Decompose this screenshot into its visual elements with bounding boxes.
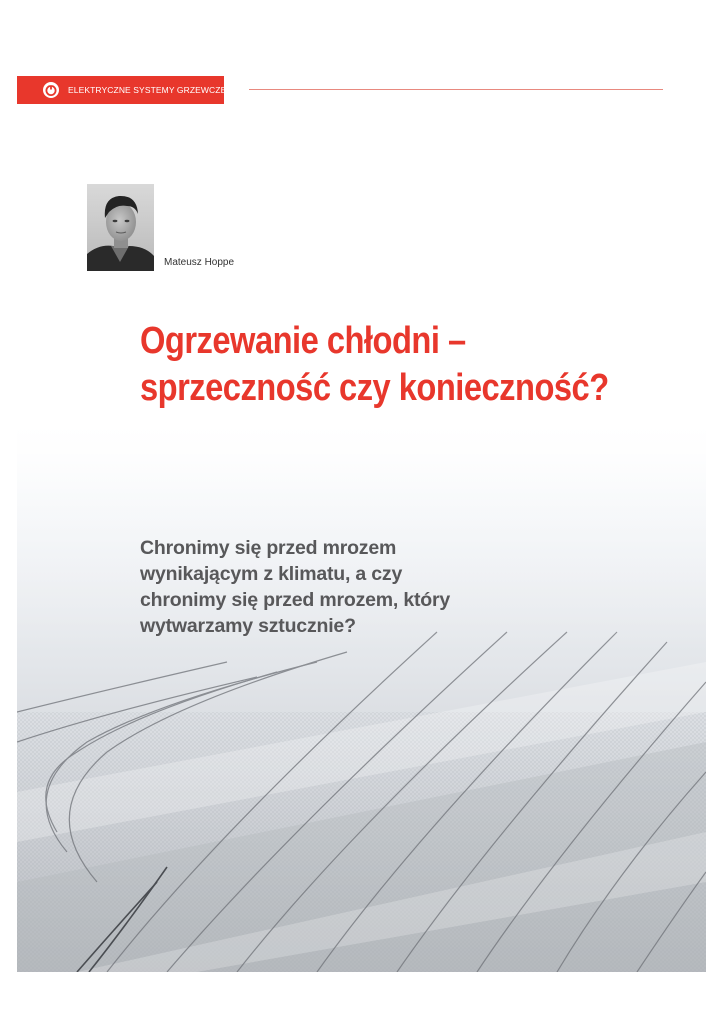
article-lead-line-4: wytwarzamy sztucznie? bbox=[140, 615, 356, 637]
power-icon bbox=[42, 80, 60, 100]
author-name: Mateusz Hoppe bbox=[164, 257, 235, 268]
article-lead-line-1: Chronimy się przed mrozem bbox=[140, 537, 397, 559]
header-rule bbox=[249, 89, 663, 90]
section-tag bbox=[17, 76, 227, 104]
author-photo bbox=[87, 184, 154, 271]
hero-image bbox=[17, 412, 706, 972]
article-title-line-1: Ogrzewanie chłodni – bbox=[140, 320, 466, 362]
article-title-line-2: sprzeczność czy konieczność? bbox=[140, 367, 609, 409]
article-title bbox=[140, 318, 622, 412]
article-lead-line-3: chronimy się przed mrozem, który bbox=[140, 589, 451, 611]
article-lead-line-2: wynikającym z klimatu, a czy bbox=[140, 563, 403, 585]
article-lead bbox=[140, 535, 560, 639]
section-label: ELEKTRYCZNE SYSTEMY GRZEWCZE bbox=[68, 85, 227, 95]
